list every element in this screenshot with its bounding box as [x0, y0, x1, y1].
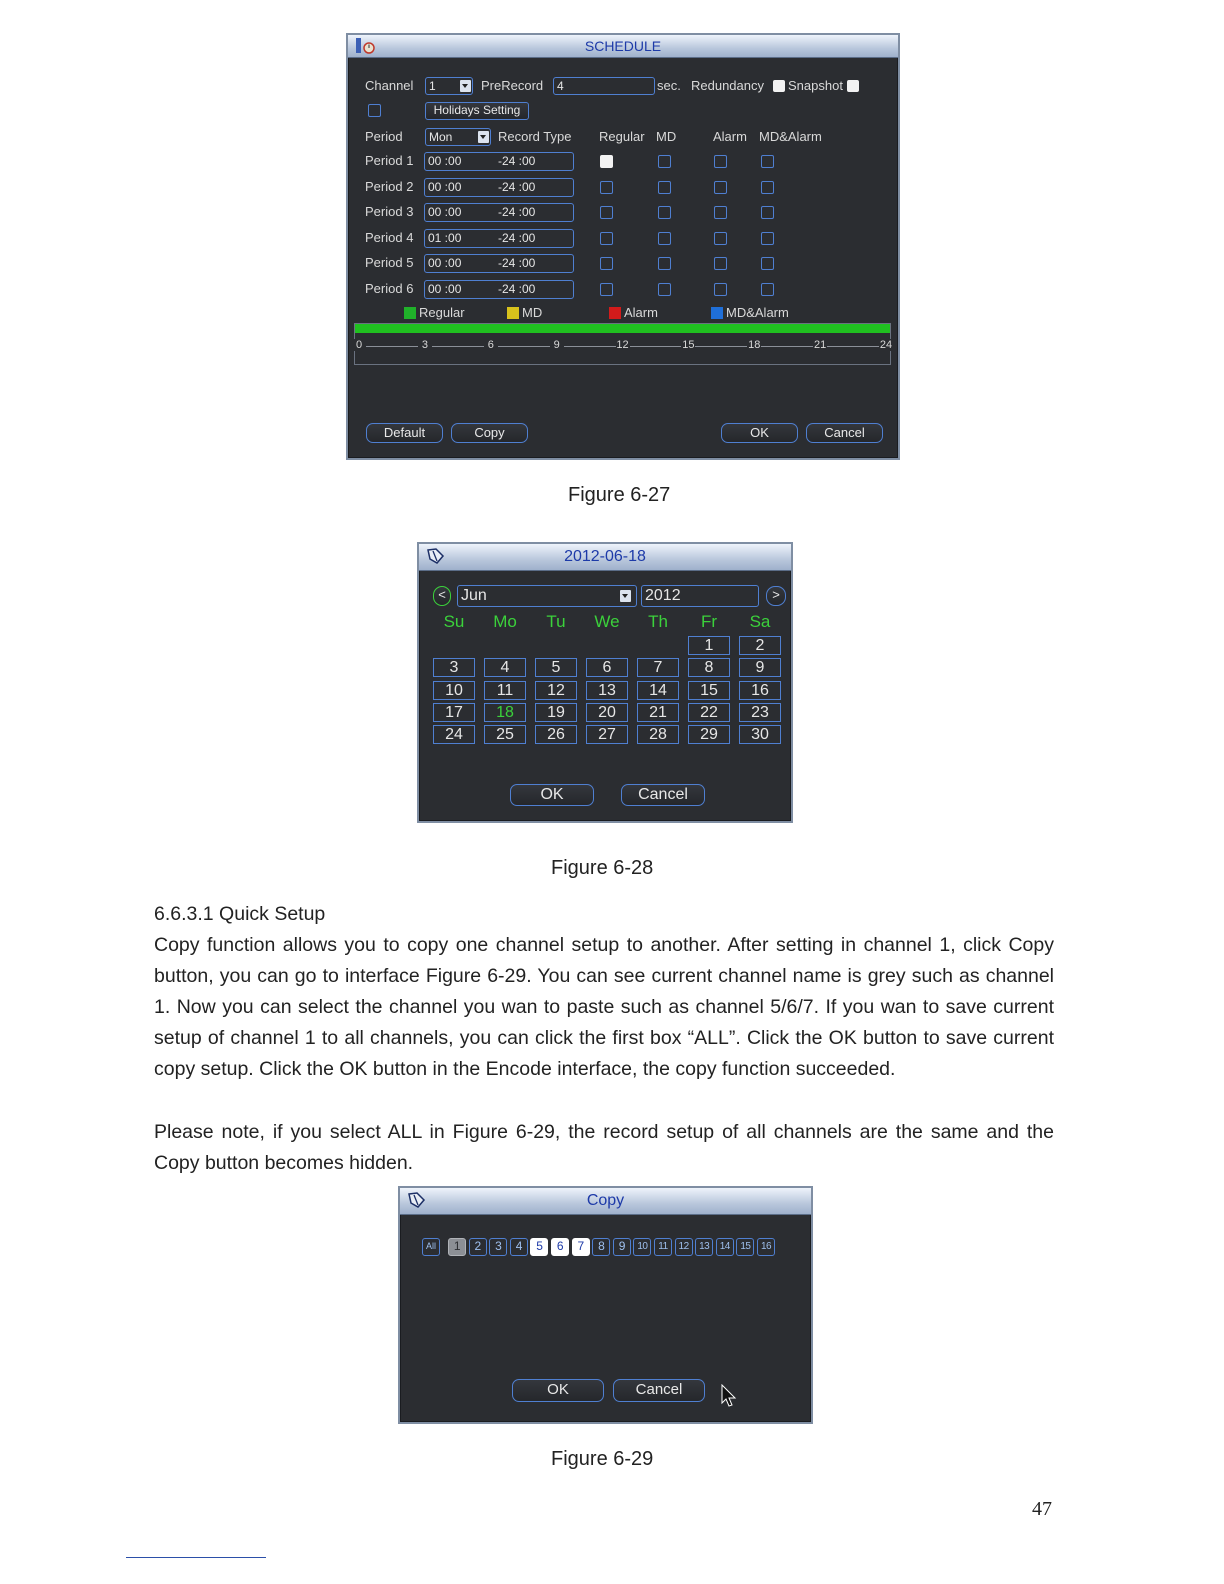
channel-checkbox-1[interactable]: 1: [448, 1238, 466, 1256]
calendar-day[interactable]: 15: [688, 681, 730, 700]
period-checkbox-alarm[interactable]: [714, 206, 727, 219]
timeline-fill: [355, 324, 890, 333]
calendar-day[interactable]: 20: [586, 703, 628, 722]
period-checkbox-md[interactable]: [658, 232, 671, 245]
channel-checkbox-3[interactable]: 3: [489, 1238, 507, 1256]
weekday-label: Su: [443, 612, 465, 631]
calendar-day[interactable]: 11: [484, 681, 526, 700]
figure-6-29-caption: Figure 6-29: [551, 1448, 654, 1470]
weekday-label: Mo: [493, 612, 517, 631]
day-select[interactable]: Mon: [425, 128, 491, 146]
calendar-day[interactable]: 3: [433, 658, 475, 677]
default-button[interactable]: Default: [366, 423, 443, 443]
calendar-day[interactable]: 29: [688, 725, 730, 744]
cancel-button[interactable]: Cancel: [806, 423, 883, 443]
timeline-tick-label: 12: [616, 339, 629, 351]
period-checkbox-regular[interactable]: [600, 206, 613, 219]
next-month-button[interactable]: >: [766, 586, 786, 606]
weekday-label: Tu: [546, 612, 566, 631]
channel-checkbox-13[interactable]: 13: [695, 1238, 713, 1256]
period-name: Period 2: [365, 178, 414, 194]
channel-chevron-down-icon[interactable]: [460, 80, 471, 92]
mouse-cursor-icon: [721, 1384, 737, 1408]
channel-checkbox-6[interactable]: 6: [551, 1238, 569, 1256]
period-name: Period 1: [365, 153, 414, 168]
period-name: Period 3: [365, 204, 414, 219]
weekday-label: Fr: [700, 612, 718, 631]
holidays-checkbox[interactable]: [368, 104, 381, 117]
month-chevron-down-icon[interactable]: [620, 590, 631, 602]
calendar-dialog: [417, 542, 793, 823]
copy-dialog: [398, 1186, 813, 1424]
timeline-tick-label: 0: [352, 339, 366, 351]
ok-button[interactable]: OK: [721, 423, 798, 443]
copy-ok-button[interactable]: OK: [512, 1379, 604, 1402]
footnote-rule: [126, 1557, 266, 1558]
period-checkbox-md[interactable]: [658, 283, 671, 296]
period-checkbox-alarm[interactable]: [714, 181, 727, 194]
channel-checkbox-10[interactable]: 10: [633, 1238, 651, 1256]
period-time-input[interactable]: [424, 254, 574, 273]
holidays-setting-button[interactable]: Holidays Setting: [425, 102, 529, 120]
timeline-tick-label: 6: [484, 339, 498, 351]
period-name: Period 4: [365, 229, 414, 245]
page-number: 47: [1032, 1498, 1052, 1520]
channel-checkbox-14[interactable]: 14: [716, 1238, 734, 1256]
redundancy-checkbox[interactable]: [773, 80, 785, 92]
period-start: 00 :00: [428, 205, 462, 219]
calendar-day[interactable]: 22: [688, 703, 730, 722]
calendar-day[interactable]: 8: [688, 658, 730, 677]
channel-label: Channel: [365, 78, 414, 93]
period-checkbox-md-alarm[interactable]: [761, 257, 774, 270]
timeline-tick-label: 3: [418, 339, 432, 351]
col-alarm-label: Alarm: [713, 129, 747, 144]
prev-month-button[interactable]: <: [433, 586, 451, 606]
paragraph-note: Please note, if you select ALL in Figure 6-29, the record setup of all channels are the same and the Copy button becomes hidden.: [154, 1121, 1054, 1174]
paragraph-copy-function: Copy function allows you to copy one channel setup to another. After setting in channel 1, click Copy button, you can go to interface Figure 6-29. You can see current channel name is grey such as channel 1. Now you can select the channel you wan to paste such as channel 5/6/7. If you wan to save current setup of channel 1 to all channels, you can click the first box “ALL”. Click the OK button to save current copy setup. Click the OK button in the Encode interface, the copy function succeeded.: [154, 934, 1054, 1080]
all-label: All: [425, 1241, 436, 1251]
calendar-day[interactable]: 5: [535, 658, 577, 677]
period-checkbox-md-alarm[interactable]: [761, 283, 774, 296]
channel-checkbox-15[interactable]: 15: [736, 1238, 754, 1256]
period-checkbox-md[interactable]: [658, 155, 671, 168]
period-name: Period 5: [365, 255, 414, 270]
period-start: 00 :00: [428, 179, 462, 194]
legend-alarm-label: Alarm: [624, 305, 658, 320]
period-checkbox-regular[interactable]: [600, 232, 613, 245]
calendar-day[interactable]: 18: [484, 703, 526, 722]
legend-md-label: MD: [522, 305, 543, 320]
calendar-day[interactable]: 9: [739, 658, 781, 677]
period-checkbox-md-alarm[interactable]: [761, 232, 774, 245]
calendar-day[interactable]: 25: [484, 725, 526, 744]
channel-checkbox-4[interactable]: 4: [510, 1238, 528, 1256]
period-end: -24 :00: [498, 230, 536, 245]
channel-checkbox-8[interactable]: 8: [592, 1238, 610, 1256]
period-label: Period: [365, 129, 403, 144]
timeline: [354, 323, 891, 365]
channel-checkbox-2[interactable]: 2: [469, 1238, 487, 1256]
period-checkbox-alarm[interactable]: [714, 155, 727, 168]
period-checkbox-md-alarm[interactable]: [761, 181, 774, 194]
timeline-tick-label: 18: [748, 339, 761, 351]
channel-checkbox-9[interactable]: 9: [613, 1238, 631, 1256]
period-end: -24 :00: [498, 256, 536, 270]
timeline-tick-label: 24: [879, 339, 893, 351]
calendar-cancel-button[interactable]: Cancel: [621, 784, 705, 806]
weekday-label: Th: [648, 612, 668, 631]
day-chevron-down-icon[interactable]: [478, 131, 489, 143]
year-input[interactable]: 2012: [641, 585, 759, 607]
period-checkbox-alarm[interactable]: [714, 232, 727, 245]
schedule-title: SCHEDULE: [584, 38, 662, 54]
legend-swatch-alarm: [609, 307, 621, 319]
col-md-label: MD: [656, 129, 677, 144]
calendar-titlebar: [419, 544, 791, 571]
period-checkbox-regular[interactable]: [600, 181, 613, 194]
legend-md-alarm-label: MD&Alarm: [726, 305, 789, 320]
channel-checkbox-5[interactable]: 5: [530, 1238, 548, 1256]
period-checkbox-md-alarm[interactable]: [761, 155, 774, 168]
calendar-day[interactable]: 23: [739, 703, 781, 722]
sec-label: sec.: [657, 78, 681, 93]
period-end: -24 :00: [498, 281, 536, 296]
calendar-day[interactable]: 28: [637, 725, 679, 744]
calendar-day[interactable]: 6: [586, 658, 628, 677]
period-checkbox-md[interactable]: [658, 181, 671, 194]
period-time-input[interactable]: [424, 229, 574, 248]
calendar-day[interactable]: 21: [637, 703, 679, 722]
calendar-day[interactable]: 27: [586, 725, 628, 744]
calendar-day[interactable]: 13: [586, 681, 628, 700]
timeline-tick-label: 9: [550, 339, 564, 351]
period-end: -24 :00: [498, 154, 536, 168]
period-start: 00 :00: [428, 256, 462, 270]
legend-swatch-regular: [404, 307, 416, 319]
calendar-day[interactable]: 14: [637, 681, 679, 700]
prerecord-input[interactable]: 4: [553, 77, 655, 95]
timeline-tick-label: 21: [814, 339, 827, 351]
calendar-day[interactable]: 7: [637, 658, 679, 677]
record-type-label: Record Type: [498, 129, 572, 144]
weekday-label: We: [594, 612, 620, 631]
calendar-day[interactable]: 12: [535, 681, 577, 700]
calendar-day[interactable]: 1: [688, 636, 730, 655]
period-name: Period 6: [365, 280, 414, 296]
calendar-day[interactable]: 16: [739, 681, 781, 700]
period-time-input[interactable]: [424, 152, 574, 171]
period-time-input[interactable]: [424, 178, 574, 197]
calendar-ok-button[interactable]: OK: [510, 784, 594, 806]
period-time-input[interactable]: [424, 280, 574, 299]
calendar-title: 2012-06-18: [564, 548, 646, 565]
legend-swatch-md: [507, 307, 519, 319]
snapshot-label: Snapshot: [788, 78, 843, 93]
calendar-day[interactable]: 30: [739, 725, 781, 744]
period-checkbox-alarm[interactable]: [714, 257, 727, 270]
calendar-day[interactable]: 26: [535, 725, 577, 744]
channel-checkbox-12[interactable]: 12: [675, 1238, 693, 1256]
copy-button[interactable]: Copy: [451, 423, 528, 443]
all-channels-checkbox[interactable]: [422, 1238, 440, 1256]
calendar-day[interactable]: 4: [484, 658, 526, 677]
calendar-day[interactable]: 10: [433, 681, 475, 700]
copy-cancel-button[interactable]: Cancel: [613, 1379, 705, 1402]
prerecord-label: PreRecord: [481, 78, 544, 93]
redundancy-label: Redundancy: [691, 78, 764, 93]
copy-titlebar: [400, 1188, 811, 1215]
channel-checkbox-11[interactable]: 11: [654, 1238, 672, 1256]
legend-swatch-md-alarm: [711, 307, 723, 319]
weekday-label: Sa: [749, 612, 771, 631]
period-start: 00 :00: [428, 281, 462, 296]
schedule-dialog: [346, 33, 900, 460]
period-start: 00 :00: [428, 154, 462, 168]
channel-select[interactable]: 1: [425, 77, 473, 95]
period-checkbox-md[interactable]: [658, 206, 671, 219]
calendar-day[interactable]: 17: [433, 703, 475, 722]
snapshot-checkbox[interactable]: [847, 80, 859, 92]
period-end: -24 :00: [498, 179, 536, 194]
figure-6-28-caption: Figure 6-28: [551, 857, 654, 879]
period-time-input[interactable]: [424, 203, 574, 222]
period-checkbox-alarm[interactable]: [714, 283, 727, 296]
period-end: -24 :00: [498, 205, 536, 219]
period-checkbox-regular[interactable]: [600, 155, 613, 168]
period-start: 01 :00: [428, 230, 462, 245]
col-md-alarm-label: MD&Alarm: [759, 129, 822, 144]
calendar-day[interactable]: 24: [433, 725, 475, 744]
month-select[interactable]: Jun: [457, 585, 637, 607]
timeline-tick-label: 15: [682, 339, 695, 351]
period-checkbox-md-alarm[interactable]: [761, 206, 774, 219]
legend-regular-label: Regular: [419, 305, 465, 320]
figure-6-27-caption: Figure 6-27: [568, 484, 671, 506]
period-checkbox-regular[interactable]: [600, 283, 613, 296]
section-heading: 6.6.3.1 Quick Setup: [154, 903, 326, 925]
col-regular-label: Regular: [599, 129, 645, 144]
channel-checkbox-16[interactable]: 16: [757, 1238, 775, 1256]
copy-title: Copy: [586, 1192, 625, 1209]
period-checkbox-regular[interactable]: [600, 257, 613, 270]
calendar-day[interactable]: 2: [739, 636, 781, 655]
channel-checkbox-7[interactable]: 7: [572, 1238, 590, 1256]
calendar-day[interactable]: 19: [535, 703, 577, 722]
schedule-titlebar: [348, 35, 898, 58]
period-checkbox-md[interactable]: [658, 257, 671, 270]
